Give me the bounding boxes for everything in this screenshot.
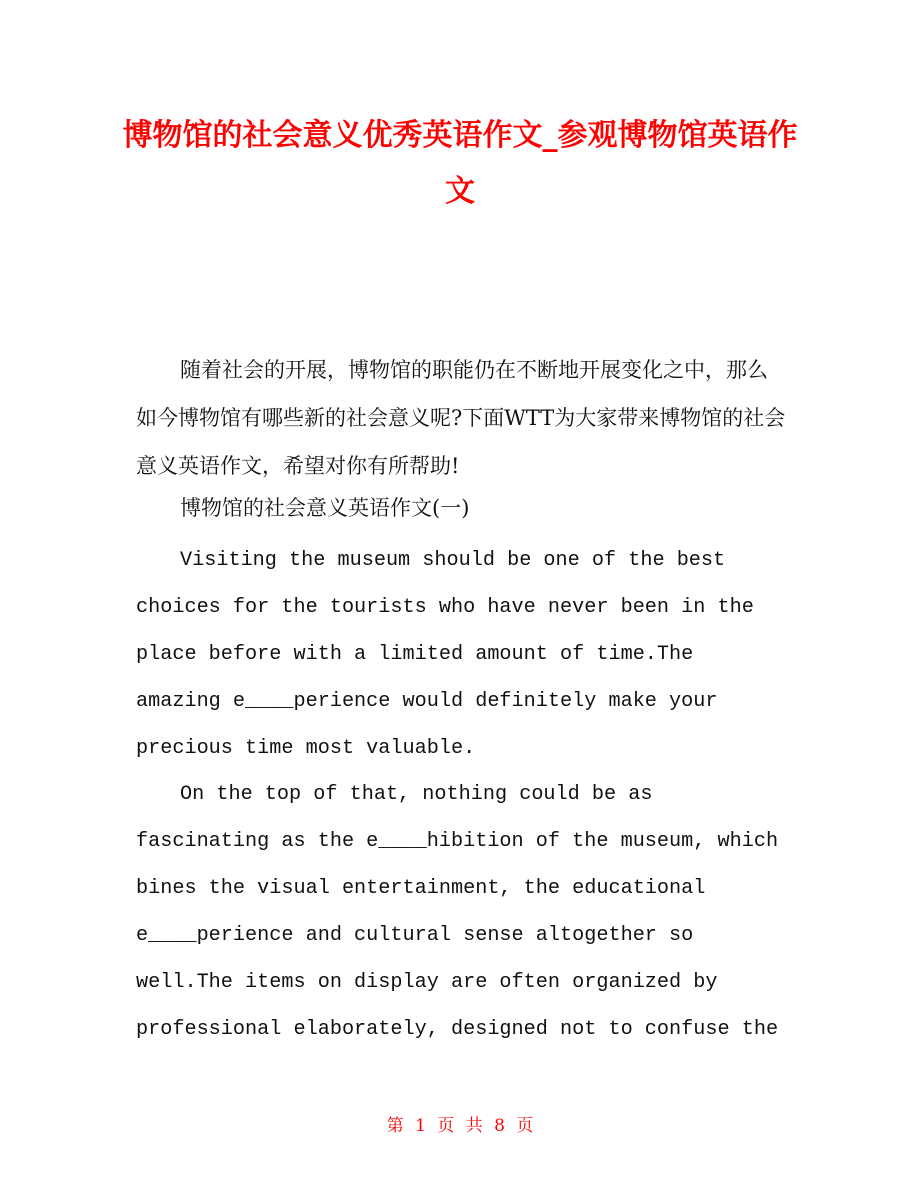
english-paragraph-2: On the top of that, nothing could be as fascinating as the e____hibition of the museum, which bines the visual entertainment, the educational e____perience and cultural sense altogether so well.The items on display are often organized by professional elaborately, designed not to confuse the — [136, 783, 779, 1041]
english-paragraph-1: Visiting the museum should be one of the best choices for the tourists who have never been in the place before with a limited amount of time.The amazing e____perience would definitely make your precious time most valuable. — [136, 549, 754, 760]
intro-paragraph: 随着社会的开展，博物馆的职能仍在不断地开展变化之中，那么如今博物馆有哪些新的社会意义呢?下面WTT为大家带来博物馆的社会意义英语作文，希望对你有所帮助! — [136, 358, 786, 478]
section-subheading: 博物馆的社会意义英语作文(一) — [180, 496, 470, 520]
document-title: 博物馆的社会意义优秀英语作文_参观博物馆英语作文 — [122, 118, 798, 209]
page-number-footer: 第 1 页 共 8 页 — [386, 1116, 534, 1136]
